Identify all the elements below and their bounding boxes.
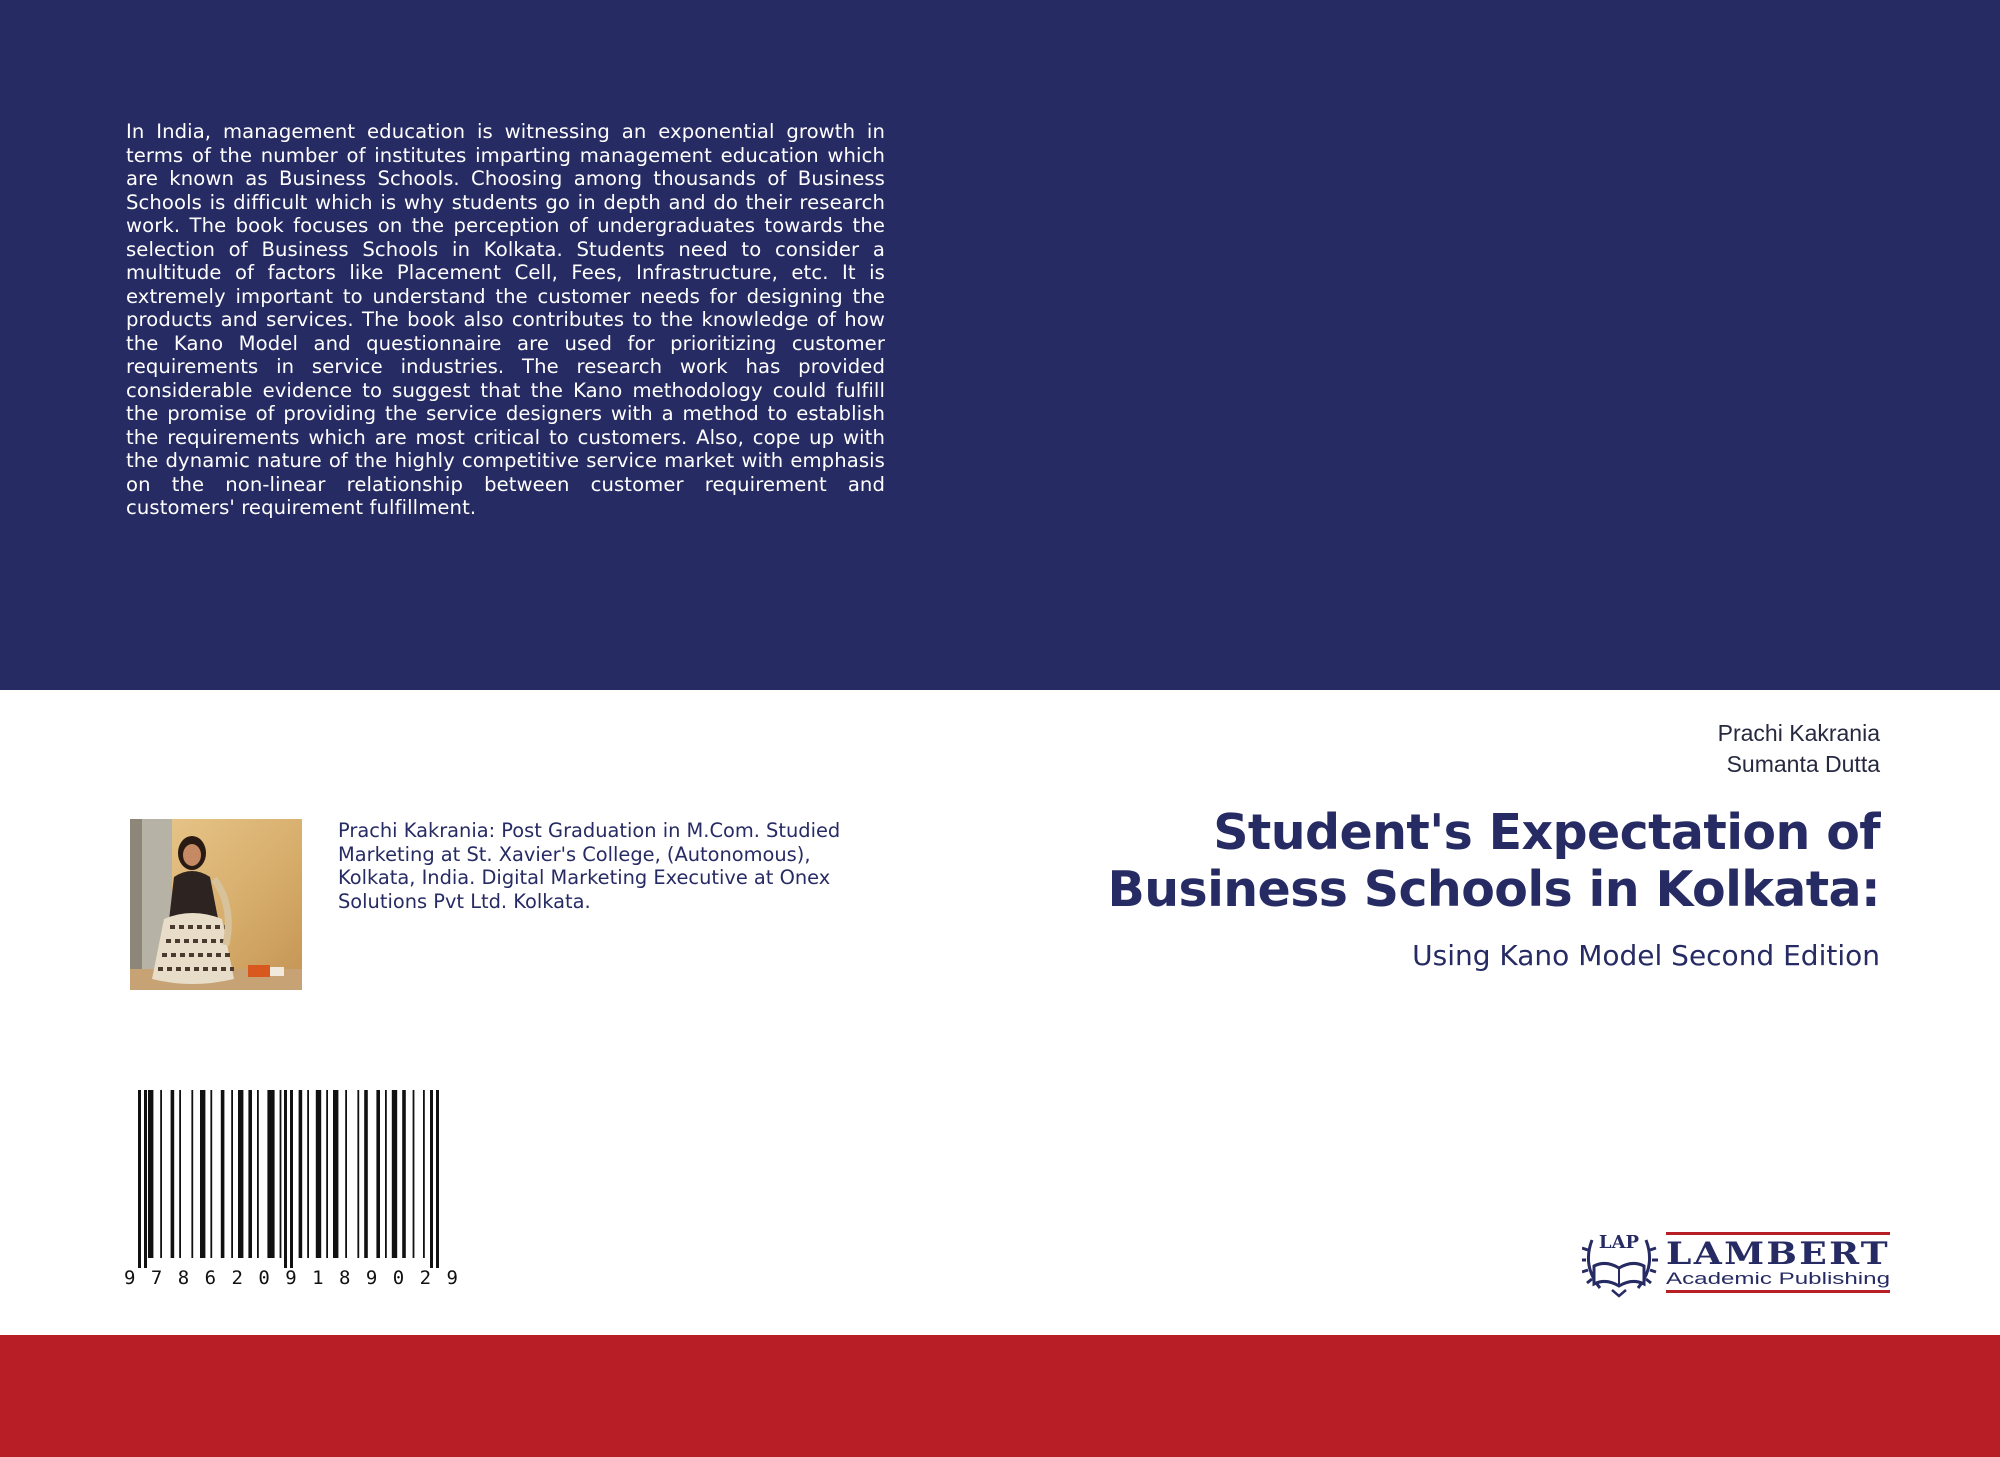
publisher-name: LAMBERT xyxy=(1666,1236,1890,1272)
barcode-bar xyxy=(257,1090,259,1258)
barcode-bar xyxy=(238,1090,243,1258)
barcode-bar xyxy=(267,1090,274,1258)
isbn-barcode xyxy=(124,1090,458,1290)
author-bio: Prachi Kakrania: Post Graduation in M.Com. Studied Marketing at St. Xavier's College, (Autonomous), Kolkata, India. Digital Marketing Executive at Onex Solutions Pvt Ltd. Kolkata. xyxy=(338,819,841,913)
barcode-digit: 6 xyxy=(204,1267,217,1289)
barcode-bar xyxy=(357,1090,359,1258)
bottom-red-band xyxy=(0,1335,2000,1457)
publisher-logo-mark: LAP xyxy=(1598,1232,1640,1253)
barcode-bar xyxy=(179,1090,181,1258)
barcode-bar xyxy=(248,1090,252,1258)
barcode-guard-bar xyxy=(144,1090,147,1268)
barcode-bar xyxy=(191,1090,193,1258)
author-name: Sumanta Dutta xyxy=(1726,751,1880,777)
book-subtitle: Using Kano Model Second Edition xyxy=(1412,939,1880,972)
barcode-digit: 9 xyxy=(124,1267,136,1289)
barcode-bar xyxy=(402,1090,406,1258)
barcode-guard-bar xyxy=(430,1090,433,1268)
barcode-digit: 2 xyxy=(231,1267,243,1289)
barcode-digit: 7 xyxy=(150,1267,163,1289)
barcode-digit: 9 xyxy=(365,1267,378,1289)
barcode-bar xyxy=(385,1090,387,1258)
book-title xyxy=(980,804,1880,918)
barcode-bar xyxy=(364,1090,368,1258)
publisher-tagline: Academic Publishing xyxy=(1666,1269,1890,1288)
barcode-bar xyxy=(326,1090,328,1258)
barcode-digit: 9 xyxy=(446,1267,458,1289)
barcode-bar xyxy=(423,1090,425,1258)
book-title-line: Business Schools in Kolkata: xyxy=(1107,861,1880,918)
barcode-bar xyxy=(148,1090,153,1258)
barcode-guard-bar xyxy=(436,1090,439,1268)
barcode-digit: 0 xyxy=(392,1267,405,1289)
barcode-digit: 8 xyxy=(177,1267,190,1289)
publisher-logo xyxy=(1582,1226,1892,1298)
barcode-bar xyxy=(376,1090,380,1258)
barcode-bar xyxy=(280,1090,282,1258)
author-name: Prachi Kakrania xyxy=(1717,720,1880,746)
barcode-bar xyxy=(307,1090,309,1258)
book-blurb: In India, management education is witnessing an exponential growth in terms of the number of institutes imparting management education which are known as Business Schools. Choosing among thousands of Business Schools is difficult which is why students go in depth and do their research work. The book focuses on the perception of undergraduates towards the selection of Business Schools in Kolkata. Students need to consider a multitude of factors like Placement Cell, Fees, Infrastructure, etc. It is extremely important to understand the customer needs for designing the products and services. The book also contributes to the knowledge of how the Kano Model and questionnaire are used for prioritizing customer requirements in service industries. The research work has provided considerable evidence to suggest that the Kano methodology could fulfill the promise of providing the service designers with a method to establish the requirements which are most critical to customers. Also, cope up with the dynamic nature of the highly competitive service market with emphasis on the non-linear relationship between customer requirement and customers' requirement fulfillment. xyxy=(126,120,885,519)
barcode-bars xyxy=(124,1090,458,1268)
barcode-bar xyxy=(160,1090,162,1258)
barcode-digits xyxy=(124,1268,458,1288)
barcode-bar xyxy=(231,1090,233,1258)
barcode-bar xyxy=(200,1090,205,1258)
barcode-digit: 1 xyxy=(312,1267,324,1289)
barcode-bar xyxy=(171,1090,175,1258)
barcode-bar xyxy=(316,1090,321,1258)
author-names xyxy=(1718,718,1880,780)
author-photo xyxy=(130,819,302,990)
barcode-bar xyxy=(299,1090,303,1258)
barcode-digit: 8 xyxy=(339,1267,351,1289)
barcode-bar xyxy=(413,1090,415,1258)
barcode-guard-bar xyxy=(284,1090,287,1268)
book-title-line: Student's Expectation of xyxy=(1213,804,1880,861)
barcode-digit: 2 xyxy=(419,1267,432,1289)
barcode-guard-bar xyxy=(138,1090,141,1268)
barcode-bar xyxy=(333,1090,338,1258)
barcode-bar xyxy=(221,1090,225,1258)
barcode-bar xyxy=(345,1090,347,1258)
barcode-bar xyxy=(392,1090,397,1258)
barcode-bar xyxy=(210,1090,212,1258)
barcode-digit: 9 xyxy=(285,1267,297,1289)
barcode-digit: 0 xyxy=(258,1267,270,1289)
barcode-guard-bar xyxy=(290,1090,293,1268)
